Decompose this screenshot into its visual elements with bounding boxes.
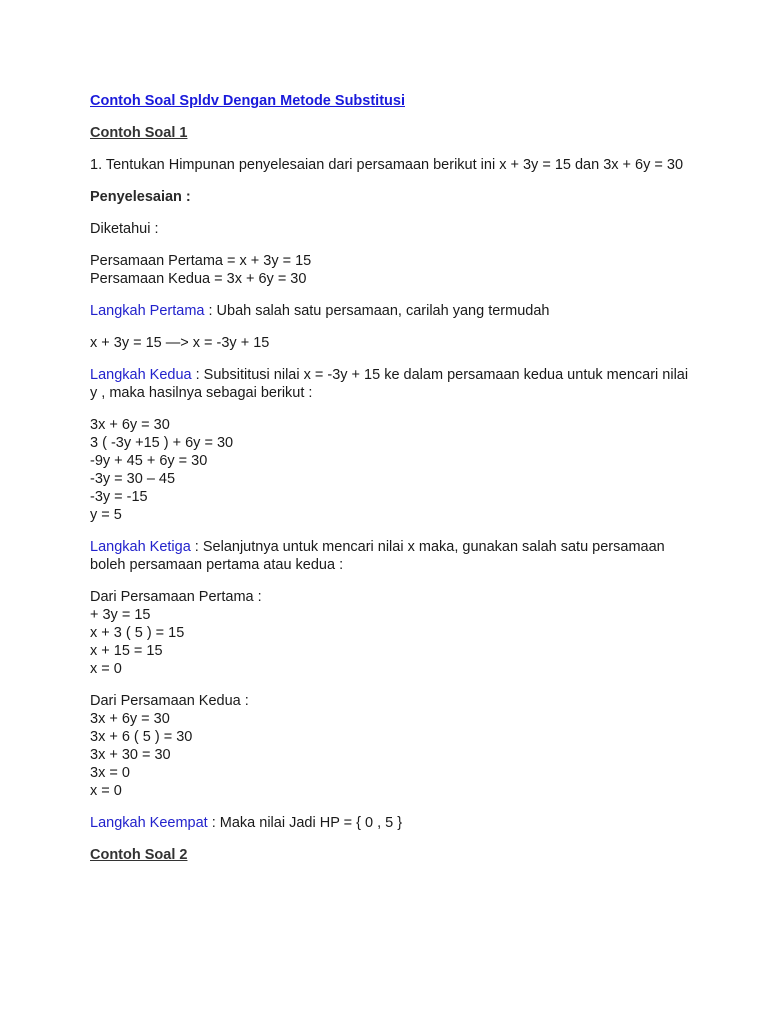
section1-heading: Contoh Soal 1 [90, 125, 188, 141]
step2-text: : Subsititusi nilai x = -3y + 15 ke dalam persamaan kedua untuk mencari nilai y , maka hasilnya sebagai berikut : [90, 367, 689, 401]
section2-heading-block [90, 846, 690, 864]
calc-line: -9y + 45 + 6y = 30 [90, 453, 208, 469]
step2-paragraph [90, 366, 690, 402]
known-line: Persamaan Pertama = x + 3y = 15 [90, 253, 312, 269]
calc-line: 3x = 0 [90, 765, 130, 781]
calc-line: 3x + 6y = 30 [90, 711, 170, 727]
from-first-equation-block [90, 588, 690, 678]
solution-label: Penyelesaian : [90, 189, 191, 205]
step3-label: Langkah Ketiga [90, 539, 191, 555]
step4-label: Langkah Keempat [90, 815, 208, 831]
step4-text: : Maka nilai Jadi HP = { 0 , 5 } [207, 815, 403, 831]
step1-result-block [90, 334, 690, 352]
question-paragraph [90, 156, 690, 174]
calc-line: y = 5 [90, 507, 122, 523]
calc-line: 3x + 6 ( 5 ) = 30 [90, 729, 193, 745]
calc-line: -3y = -15 [90, 489, 148, 505]
calc-line: Dari Persamaan Pertama : [90, 589, 262, 605]
article-title-link[interactable]: Contoh Soal Spldv Dengan Metode Substitusi [90, 93, 405, 109]
section2-heading: Contoh Soal 2 [90, 847, 188, 863]
calc-line: + 3y = 15 [90, 607, 151, 623]
solution-label-block [90, 188, 690, 206]
question-text: 1. Tentukan Himpunan penyelesaian dari persamaan berikut ini x + 3y = 15 dan 3x + 6y = 30 [90, 157, 684, 173]
calc-line: x + 3 ( 5 ) = 15 [90, 625, 185, 641]
step1-label: Langkah Pertama [90, 303, 205, 319]
calc-line: x = 0 [90, 783, 122, 799]
calc-line: 3x + 30 = 30 [90, 747, 171, 763]
calc-line: 3x + 6y = 30 [90, 417, 170, 433]
step1-text: : Ubah salah satu persamaan, carilah yang termudah [204, 303, 550, 319]
known-label: Diketahui : [90, 221, 159, 237]
section1-heading-block [90, 124, 690, 142]
calc-line: 3 ( -3y +15 ) + 6y = 30 [90, 435, 234, 451]
calc-line: Dari Persamaan Kedua : [90, 693, 249, 709]
step2-label: Langkah Kedua [90, 367, 192, 383]
step4-paragraph [90, 814, 690, 832]
step3-paragraph [90, 538, 690, 574]
known-line: Persamaan Kedua = 3x + 6y = 30 [90, 271, 307, 287]
from-second-equation-block [90, 692, 690, 800]
step1-result: x + 3y = 15 —> x = -3y + 15 [90, 335, 270, 351]
known-equations [90, 252, 690, 288]
step2-calculation [90, 416, 690, 524]
calc-line: -3y = 30 – 45 [90, 471, 176, 487]
known-label-block [90, 220, 690, 238]
calc-line: x + 15 = 15 [90, 643, 163, 659]
calc-line: x = 0 [90, 661, 122, 677]
step1-paragraph [90, 302, 690, 320]
step3-text: : Selanjutnya untuk mencari nilai x maka, gunakan salah satu persamaan boleh persamaan pertama atau kedua : [90, 539, 665, 573]
document-page [90, 92, 690, 878]
